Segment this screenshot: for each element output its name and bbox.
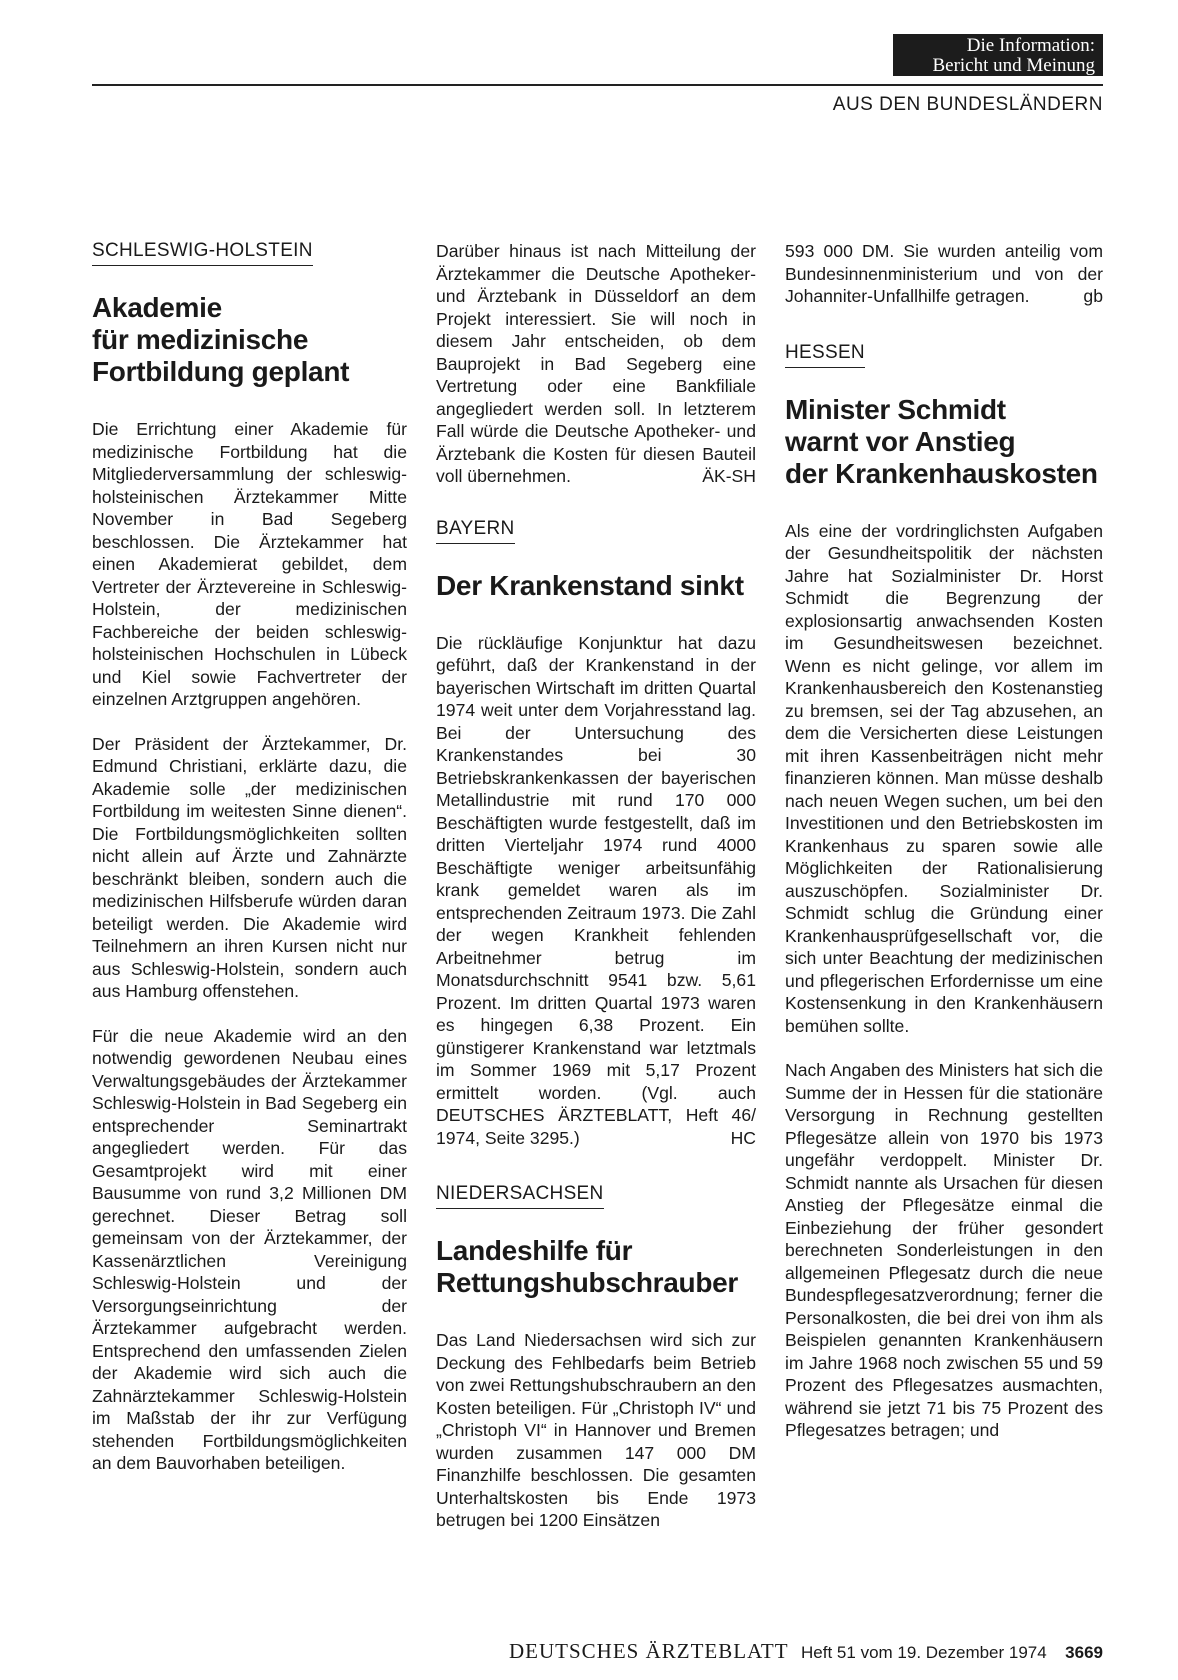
title-line: der Krankenhauskosten (785, 457, 1098, 489)
header-badge-line1: Die Information: (966, 35, 1095, 56)
journal-name: DEUTSCHES ÄRZTEBLATT (509, 1639, 789, 1663)
paragraph (785, 240, 1103, 308)
article-title-akademie (92, 292, 407, 388)
column-3 (785, 240, 1103, 1464)
region-label-bayern: BAYERN (436, 518, 515, 544)
issue-info: Heft 51 vom 19. Dezember 1974 (801, 1643, 1047, 1662)
paragraph-text: 593 000 DM. Sie wurden anteilig vom Bundesinnenministerium und von der Johanniter-Unfallhilfe getragen. (785, 241, 1103, 306)
page-footer (0, 1639, 1103, 1664)
title-line: Akademie (92, 292, 222, 323)
header-badge-line2: Bericht und Meinung (932, 55, 1095, 76)
title-line: für medizinische (92, 324, 309, 355)
article-title-krankenstand: Der Krankenstand sinkt (436, 569, 744, 601)
page-number: 3669 (1065, 1643, 1103, 1662)
column-1 (92, 240, 407, 1497)
title-line: Fortbildung geplant (92, 356, 350, 387)
title-line: Landeshilfe für (436, 1235, 633, 1266)
paragraph-text: Die rückläufige Konjunktur hat dazu geführt, daß der Krankenstand in der bayerischen Wirtschaft im dritten Quartal 1974 weit unter dem Vorjahresstand lag. Bei der Untersuchung des Krankenstandes bei 30 Betriebskrankenkassen der bayerischen Metallindustrie mit rund 170 000 Beschäftigten wurde festgestellt, daß im dritten Vierteljahr 1974 rund 4000 Beschäftigte weniger arbeitsunfähig krank gemeldet waren als im entsprechenden Zeitraum 1973. Die Zahl der wegen Krankheit fehlenden Arbeitnehmer betrug im Monatsdurchschnitt 9541 bzw. 5,61 Prozent. Im dritten Quartal 1973 waren es hingegen 6,38 Prozent. Ein günstigerer Krankenstand war letztmals im Sommer 1969 mit 5,17 Prozent ermittelt worden. (Vgl. auch DEUTSCHES ÄRZTEBLATT, Heft 46/ 1974, Seite 3295.) (436, 632, 756, 1148)
title-line: Rettungshubschrauber (436, 1267, 739, 1298)
paragraph: Das Land Niedersachsen wird sich zur Deckung des Fehlbedarfs beim Betrieb von zwei Rettungshubschraubern an den Kosten beteiligen. Für „Christoph IV“ und „Christoph VI“ in Hannover und Bremen wurden zusammen 147 000 DM Finanzhilfe beschlossen. Die gesamten Unterhaltskosten bis Ende 1973 betrugen bei 1200 Einsätzen (436, 1330, 756, 1530)
author-signature: ÄK-SH (702, 466, 756, 486)
paragraph (436, 240, 756, 488)
title-line: warnt vor Anstieg (785, 425, 1016, 457)
paragraph (436, 632, 756, 1150)
paragraph: Nach Angaben des Ministers hat sich die Summe der in Hessen für die stationäre Versorgung in Rechnung gestellten Pflegesätze allein von 1970 bis 1973 ungefähr verdoppelt. Minister Dr. Schmidt nannte als Ursachen für diesen Anstieg der Pflegesätze einmal die Einbeziehung der früher gesondert berechneten Sonderleistungen in den allgemeinen Pflegesatz durch die neue Bundespflegesatzverordnung; ferner die Personalkosten, die bei drei von ihm als Beispielen genannten Krankenhäusern im Jahre 1968 noch zwischen 55 und 59 Prozent des Pflegesatzes ausmachten, während sie jetzt 71 bis 75 Prozent des Pflegesatzes betragen; und (785, 1060, 1103, 1440)
paragraph: Der Präsident der Ärztekammer, Dr. Edmund Christiani, erklärte dazu, die Akademie solle „der medizinischen Fortbildung im weitesten Sinne dienen“. Die Fortbildungsmöglichkeiten sollten nicht allein auf Ärzte und Zahnärzte beschränkt bleiben, sondern auch die medizinischen Hilfsberufe würden daran beteiligt werden. Die Akademie wird Teilnehmern an ihren Kursen nicht nur aus Schleswig-Holstein, sondern auch aus Hamburg offenstehen. (92, 733, 407, 1001)
article-title-minister-schmidt (785, 394, 1103, 490)
region-label-schleswig-holstein: SCHLESWIG-HOLSTEIN (92, 240, 313, 266)
paragraph: Für die neue Akademie wird an den notwendig gewordenen Neubau eines Verwaltungsgebäudes der Ärztekammer Schleswig-Holstein in Bad Segeberg ein entsprechender Seminartrakt angegliedert werden. Für das Gesamtprojekt wird mit einer Bausumme von rund 3,2 Millionen DM gerechnet. Dieser Betrag soll gemeinsam von der Ärztekammer, der Kassenärztlichen Vereinigung Schleswig-Holstein und der Versorgungseinrichtung der Ärztekammer aufgebracht werden. Entsprechend den umfassenden Zielen der Akademie wird sich auch die Zahnärztekammer Schleswig-Holstein im Maßstab der ihr zur Verfügung stehenden Fortbildungsmöglichkeiten an dem Bauvorhaben beteiligen. (92, 1025, 407, 1473)
region-label-niedersachsen: NIEDERSACHSEN (436, 1183, 604, 1209)
region-label-hessen: HESSEN (785, 342, 865, 368)
header-section: AUS DEN BUNDESLÄNDERN (832, 94, 1103, 115)
paragraph: Die Errichtung einer Akademie für medizinische Fortbildung hat die Mitgliederversammlung der schleswig-holsteinischen Ärztekammer Mitte November in Bad Segeberg beschlossen. Die Ärztekammer hat einen Akademierat gebildet, dem Vertreter der Ärztevereine in Schleswig-Holstein, der medizinischen Fachbereiche der beiden schleswig-holsteinischen Hochschulen in Lübeck und Kiel sowie Fachvertreter der einzelnen Arztgruppen angehören. (92, 419, 407, 709)
paragraph: Als eine der vordringlichsten Aufgaben der Gesundheitspolitik der nächsten Jahre hat Sozialminister Dr. Horst Schmidt die Begrenzung der explosionsartig anwachsenden Kosten im Gesundheitswesen bezeichnet. Wenn es nicht gelinge, vor allem im Krankenhausbereich den Kostenanstieg zu bremsen, sei der Tag abzusehen, an dem die Versicherten diese Leistungen mit ihren Kassenbeiträgen nicht mehr finanzieren können. Man müsse deshalb nach neuen Wegen suchen, um bei den Investitionen und den Betriebskosten im Krankenhaus zu sparen sowie alle Möglichkeiten der Rationalisierung auszuschöpfen. Sozialminister Dr. Schmidt schlug die Gründung einer Krankenhausprüfgesellschaft vor, die sich unter Beachtung der medizinischen und pflegerischen Erfordernisse um eine Kostensenkung in den Krankenhäusern bemühen sollte. (785, 520, 1103, 1036)
paragraph-text: Darüber hinaus ist nach Mitteilung der Ärztekammer die Deutsche Apotheker- und Ärztebank in Düsseldorf an dem Projekt interessiert. Sie will noch in diesem Jahr entscheiden, ob dem Bauprojekt in Bad Segeberg eine Vertretung oder eine Bankfiliale angegliedert werden soll. In letzterem Fall würde die Deutsche Apotheker- und Ärztebank die Kosten für diesen Bauteil voll übernehmen. (436, 241, 756, 486)
author-signature: HC (730, 1127, 756, 1148)
header-badge (893, 34, 1103, 76)
article-title-landeshilfe (436, 1235, 756, 1299)
title-line: Minister Schmidt (785, 393, 1006, 425)
author-signature: gb (1083, 286, 1103, 306)
header-rule (92, 84, 1103, 86)
column-2 (436, 240, 756, 1554)
